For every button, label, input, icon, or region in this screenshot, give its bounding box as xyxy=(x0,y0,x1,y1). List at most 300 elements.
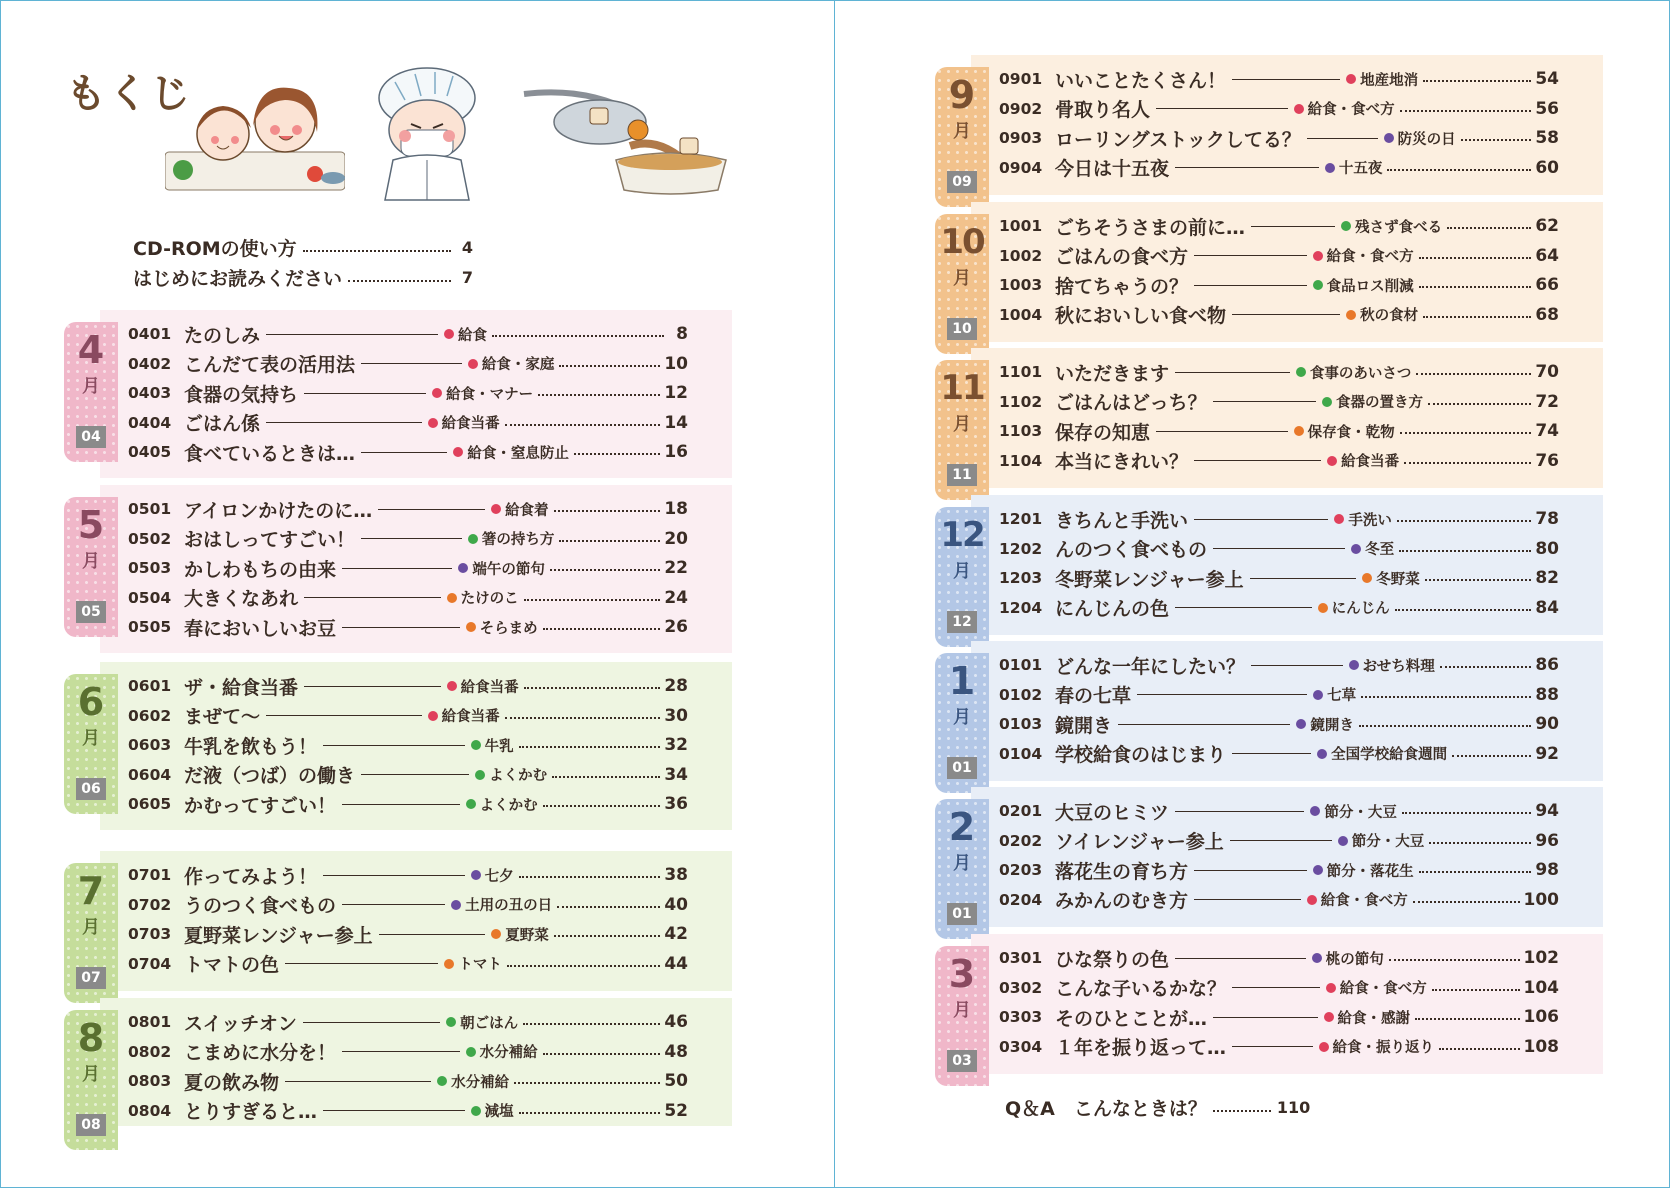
month-code-badge: 01 xyxy=(947,903,977,925)
entry-page: 102 xyxy=(1523,948,1560,968)
toc-entry[interactable] xyxy=(999,212,1559,240)
month-tab[interactable] xyxy=(935,360,989,500)
title-rule xyxy=(1194,870,1307,871)
entry-topic: 給食着 xyxy=(505,502,549,519)
entry-topic: 給食・窒息防止 xyxy=(467,445,569,462)
entry-topic: 手洗い xyxy=(1348,512,1392,529)
toc-entry[interactable] xyxy=(999,740,1559,768)
entry-topic: 給食当番 xyxy=(460,679,519,696)
entry-topic: 朝ごはん xyxy=(460,1015,519,1032)
topic-dot-icon xyxy=(491,929,501,939)
title-rule xyxy=(323,745,465,746)
topic-dot-icon xyxy=(447,593,457,603)
children-cooking-illustration xyxy=(165,82,345,192)
topic-dot-icon xyxy=(437,1076,447,1086)
month-number: 1 xyxy=(948,659,976,703)
title-rule xyxy=(266,334,438,335)
month-tab[interactable] xyxy=(935,214,989,354)
title-rule xyxy=(266,715,422,716)
entry-title: 春の七草 xyxy=(1055,685,1132,708)
entry-code: 0403 xyxy=(128,384,172,403)
leader-dots xyxy=(1419,257,1532,259)
topic-dot-icon xyxy=(1296,719,1306,729)
entry-code: 0402 xyxy=(128,354,172,373)
leader-dots xyxy=(505,424,661,426)
month-code-badge: 09 xyxy=(947,171,977,193)
leader-dots xyxy=(519,876,661,878)
leader-dots xyxy=(1461,139,1532,141)
topic-dot-icon xyxy=(1294,104,1304,114)
month-tab[interactable] xyxy=(935,507,989,647)
entry-title: まぜて〜 xyxy=(184,706,261,729)
entry-title: おはしってすごい！ xyxy=(184,529,356,552)
entry-title: たのしみ xyxy=(184,324,261,347)
entry-code: 0601 xyxy=(128,677,172,695)
toc-entry[interactable] xyxy=(999,1033,1559,1061)
entry-code: 0302 xyxy=(999,978,1043,997)
topic-dot-icon xyxy=(1341,221,1351,231)
entry-topic: 水分補給 xyxy=(451,1074,510,1091)
month-tab[interactable] xyxy=(935,799,989,939)
title-rule xyxy=(361,452,447,453)
entry-page: 34 xyxy=(664,764,688,785)
toc-entry[interactable] xyxy=(128,672,688,700)
entry-code: 1202 xyxy=(999,539,1043,558)
entry-code: 0901 xyxy=(999,70,1043,88)
entry-title: こんな子いるかな？ xyxy=(1055,978,1227,1001)
entry-topic: 冬野菜 xyxy=(1376,571,1420,588)
title-rule xyxy=(1230,840,1332,841)
topic-dot-icon xyxy=(466,622,476,632)
entry-page: 40 xyxy=(664,894,688,915)
entry-topic: 土用の丑の日 xyxy=(465,898,553,915)
toc-entry[interactable] xyxy=(128,702,688,730)
entry-title: トマトの色 xyxy=(184,954,280,977)
entry-topic: 給食・食べ方 xyxy=(1326,249,1414,266)
title-rule xyxy=(1251,226,1335,227)
entry-page: 28 xyxy=(664,676,688,696)
toc-entry[interactable] xyxy=(999,564,1559,592)
entry-code: 0502 xyxy=(128,529,172,548)
entry-page: 68 xyxy=(1535,304,1559,325)
month-code-badge: 06 xyxy=(76,778,106,800)
entry-code: 0703 xyxy=(128,925,172,944)
toc-entry[interactable] xyxy=(999,886,1559,914)
entry-topic: 給食・食べ方 xyxy=(1320,893,1408,910)
entry-code: 1001 xyxy=(999,217,1043,235)
month-number: 3 xyxy=(948,952,976,996)
month-unit: 月 xyxy=(82,1064,100,1085)
entry-topic: おせち料理 xyxy=(1362,658,1435,675)
leader-dots xyxy=(1416,373,1531,375)
topic-dot-icon xyxy=(1326,983,1336,993)
toc-entry[interactable] xyxy=(128,525,688,553)
leader-dots xyxy=(550,569,660,571)
toc-entry[interactable] xyxy=(128,761,688,789)
entry-topic: 食事のあいさつ xyxy=(1309,365,1412,382)
entry-page: 86 xyxy=(1535,655,1560,675)
topic-dot-icon xyxy=(444,959,454,969)
month-code-badge: 04 xyxy=(76,426,106,448)
entry-code: 0504 xyxy=(128,588,172,607)
leader-dots xyxy=(1447,227,1531,229)
title-rule xyxy=(342,568,452,569)
month-number: 12 xyxy=(940,515,984,555)
title-rule xyxy=(1250,578,1357,579)
title-rule xyxy=(1175,607,1312,608)
toc-entry[interactable] xyxy=(999,65,1559,93)
page-title: もくじ xyxy=(66,71,192,117)
leader-dots xyxy=(1415,1018,1520,1020)
topic-dot-icon xyxy=(1318,603,1328,613)
toc-entry[interactable] xyxy=(999,1003,1559,1031)
leader-dots xyxy=(543,628,661,630)
leader-dots xyxy=(554,935,661,937)
toc-entry[interactable] xyxy=(999,856,1559,884)
entry-page: 90 xyxy=(1535,714,1559,735)
toc-entry[interactable] xyxy=(999,944,1559,972)
entry-code: 0804 xyxy=(128,1101,172,1120)
entry-page: 10 xyxy=(664,353,688,374)
topic-dot-icon xyxy=(1296,367,1306,377)
month-section-11 xyxy=(935,348,1603,488)
entry-topic: 給食・マナー xyxy=(446,386,534,403)
entry-page: 48 xyxy=(664,1041,688,1062)
intro-item-page: 7 xyxy=(461,267,473,287)
toc-entry[interactable] xyxy=(128,731,688,759)
entry-title: ローリングストックしてる？ xyxy=(1055,128,1301,151)
topic-dot-icon xyxy=(466,1047,476,1057)
entry-topic: よくかむ xyxy=(479,797,538,814)
leader-dots xyxy=(1419,871,1532,873)
topic-dot-icon xyxy=(1307,895,1317,905)
month-tab[interactable] xyxy=(64,863,118,1003)
entry-topic: 残さず食べる xyxy=(1355,219,1443,236)
entry-title: 食器の気持ち xyxy=(184,383,299,406)
toc-entry[interactable] xyxy=(999,358,1559,386)
month-section-6 xyxy=(64,662,732,830)
title-rule xyxy=(1194,519,1328,520)
toc-entry[interactable] xyxy=(128,790,688,818)
entry-title: 夏野菜レンジャー参上 xyxy=(184,924,373,947)
leader-dots xyxy=(1425,579,1532,581)
entry-page: 66 xyxy=(1535,275,1559,296)
entry-title: ごちそうさまの前に… xyxy=(1055,216,1246,239)
title-rule xyxy=(1194,285,1307,286)
title-rule xyxy=(323,1110,465,1111)
leader-dots xyxy=(559,365,660,367)
topic-dot-icon xyxy=(1346,310,1356,320)
toc-entry[interactable] xyxy=(128,495,688,523)
intro-item-label: CD-ROMの使い方 xyxy=(133,237,297,260)
topic-dot-icon xyxy=(451,900,461,910)
entry-page: 76 xyxy=(1535,450,1559,471)
title-rule xyxy=(342,904,445,905)
leader-dots xyxy=(505,717,661,719)
entry-page: 64 xyxy=(1535,245,1559,266)
title-rule xyxy=(1137,694,1307,695)
leader-dots xyxy=(574,453,660,455)
entry-code: 0602 xyxy=(128,706,172,725)
title-rule xyxy=(1232,987,1320,988)
title-rule xyxy=(1307,138,1378,139)
entry-page: 36 xyxy=(664,794,688,815)
month-section-9 xyxy=(935,55,1603,195)
entry-topic: 箸の持ち方 xyxy=(481,532,555,549)
leader-dots xyxy=(1387,169,1531,171)
entry-topic: 夏野菜 xyxy=(505,927,549,944)
topic-dot-icon xyxy=(1327,456,1337,466)
entry-page: 78 xyxy=(1535,509,1559,529)
toc-entry[interactable] xyxy=(128,379,688,407)
toc-entry[interactable] xyxy=(128,584,688,612)
entry-title: 骨取り名人 xyxy=(1055,99,1151,122)
leader-dots xyxy=(1413,901,1520,903)
entry-page: 42 xyxy=(664,924,688,945)
title-rule xyxy=(304,393,426,394)
month-unit: 月 xyxy=(953,268,971,289)
entry-code: 0103 xyxy=(999,715,1043,734)
entry-code: 1101 xyxy=(999,363,1043,381)
toc-entry[interactable] xyxy=(999,95,1559,123)
title-rule xyxy=(379,934,486,935)
title-rule xyxy=(342,804,460,805)
topic-dot-icon xyxy=(1338,836,1348,846)
topic-dot-icon xyxy=(1310,806,1320,816)
topic-dot-icon xyxy=(1346,74,1356,84)
toc-entry[interactable] xyxy=(128,950,688,978)
entry-code: 0202 xyxy=(999,831,1043,850)
entry-page: 106 xyxy=(1523,1007,1560,1028)
entry-topic: 節分・大豆 xyxy=(1324,804,1397,821)
leader-dots xyxy=(303,250,451,252)
month-number: 7 xyxy=(77,869,105,913)
toc-entry[interactable] xyxy=(999,974,1559,1002)
entry-topic: 給食当番 xyxy=(441,416,500,433)
month-number: 10 xyxy=(940,222,984,262)
entry-code: 0303 xyxy=(999,1008,1043,1027)
entry-title: いいことたくさん！ xyxy=(1055,69,1227,92)
entry-topic: 保存食・乾物 xyxy=(1307,424,1395,441)
month-unit: 月 xyxy=(953,1000,971,1021)
leader-dots xyxy=(507,965,660,967)
leader-dots xyxy=(514,1082,660,1084)
intro-item[interactable] xyxy=(133,262,473,292)
entry-page: 60 xyxy=(1535,157,1559,178)
entry-title: ごはんの食べ方 xyxy=(1055,246,1189,269)
month-tab[interactable] xyxy=(64,497,118,637)
entry-topic: 給食当番 xyxy=(441,709,500,726)
entry-code: 0404 xyxy=(128,413,172,432)
month-tab[interactable] xyxy=(935,946,989,1086)
month-number: 5 xyxy=(77,503,105,547)
entry-title: どんな一年にしたい？ xyxy=(1055,655,1246,678)
entry-page: 20 xyxy=(664,528,688,549)
entry-code: 1204 xyxy=(999,598,1043,617)
entry-title: とりすぎると… xyxy=(184,1101,318,1124)
title-rule xyxy=(1213,401,1316,402)
toc-entry[interactable] xyxy=(999,594,1559,622)
toc-entry[interactable] xyxy=(999,797,1559,825)
leader-dots xyxy=(1423,80,1531,82)
month-tab[interactable] xyxy=(935,67,989,207)
entry-code: 0603 xyxy=(128,736,172,755)
entry-page: 100 xyxy=(1523,889,1560,910)
entry-code: 0505 xyxy=(128,618,172,637)
entry-code: 0301 xyxy=(999,949,1043,967)
toc-entry[interactable] xyxy=(999,681,1559,709)
entry-topic: 給食・家庭 xyxy=(481,357,555,374)
entry-title: うのつく食べもの xyxy=(184,895,337,918)
topic-dot-icon xyxy=(1334,514,1344,524)
entry-page: 14 xyxy=(664,412,688,433)
entry-title: アイロンかけたのに… xyxy=(184,499,373,522)
month-number: 11 xyxy=(940,368,984,408)
title-rule xyxy=(1118,724,1290,725)
entry-title: 秋においしい食べ物 xyxy=(1055,305,1227,328)
month-number: 2 xyxy=(948,805,976,849)
entry-code: 0701 xyxy=(128,866,172,884)
leader-dots xyxy=(554,510,661,512)
leader-dots xyxy=(1440,666,1532,668)
month-code-badge: 03 xyxy=(947,1050,977,1072)
entry-code: 1103 xyxy=(999,422,1043,441)
title-rule xyxy=(361,363,462,364)
month-tab[interactable] xyxy=(64,322,118,462)
topic-dot-icon xyxy=(428,711,438,721)
entry-topic: 秋の食材 xyxy=(1360,308,1419,325)
toc-entry[interactable] xyxy=(128,409,688,437)
toc-entry[interactable] xyxy=(128,891,688,919)
toc-entry[interactable] xyxy=(128,554,688,582)
topic-dot-icon xyxy=(1294,426,1304,436)
toc-entry[interactable] xyxy=(999,271,1559,299)
entry-page: 94 xyxy=(1535,801,1559,821)
leader-dots xyxy=(557,906,660,908)
entry-code: 1104 xyxy=(999,451,1043,470)
month-section-2 xyxy=(935,787,1603,927)
intro-item[interactable] xyxy=(133,232,473,262)
month-tab[interactable] xyxy=(64,1010,118,1150)
entry-topic: 水分補給 xyxy=(479,1045,538,1062)
title-rule xyxy=(304,686,441,687)
toc-entry[interactable] xyxy=(999,447,1559,475)
entry-page: 82 xyxy=(1535,568,1559,589)
toc-entry[interactable] xyxy=(128,438,688,466)
entry-topic: 地産地消 xyxy=(1360,72,1419,89)
entry-page: 56 xyxy=(1535,98,1559,119)
toc-entry[interactable] xyxy=(999,710,1559,738)
topic-dot-icon xyxy=(432,388,442,398)
leader-dots xyxy=(1213,1110,1271,1112)
toc-entry[interactable] xyxy=(999,301,1559,329)
toc-entry[interactable] xyxy=(999,388,1559,416)
title-rule xyxy=(1194,899,1301,900)
entry-title: こまめに水分を！ xyxy=(184,1042,337,1065)
toc-entry[interactable] xyxy=(128,320,688,348)
entry-code: 0802 xyxy=(128,1042,172,1061)
toc-entry[interactable] xyxy=(999,242,1559,270)
topic-dot-icon xyxy=(444,329,454,339)
entry-title: そのひとことが… xyxy=(1055,1007,1208,1030)
entry-topic: 全国学校給食週間 xyxy=(1331,747,1448,764)
entry-page: 24 xyxy=(664,587,688,608)
toc-entry[interactable] xyxy=(128,613,688,641)
toc-entry[interactable] xyxy=(999,651,1559,679)
toc-entry[interactable] xyxy=(128,920,688,948)
title-rule xyxy=(378,509,485,510)
intro-item-label: はじめにお読みください xyxy=(133,267,343,290)
toc-entry[interactable] xyxy=(999,827,1559,855)
leader-dots xyxy=(492,335,664,337)
entry-code: 1002 xyxy=(999,246,1043,265)
leader-dots xyxy=(1400,432,1532,434)
entry-topic: 節分・落花生 xyxy=(1326,863,1414,880)
title-rule xyxy=(1232,314,1340,315)
title-rule xyxy=(1251,665,1343,666)
leader-dots xyxy=(1428,403,1531,405)
entry-page: 62 xyxy=(1535,216,1559,236)
month-section-4 xyxy=(64,310,732,478)
toc-entry[interactable] xyxy=(128,1008,688,1036)
entry-page: 50 xyxy=(664,1071,688,1092)
topic-dot-icon xyxy=(1349,660,1359,670)
month-unit: 月 xyxy=(82,376,100,397)
title-rule xyxy=(1156,108,1288,109)
month-number: 4 xyxy=(77,328,105,372)
entry-code: 0104 xyxy=(999,744,1043,763)
toc-entry[interactable] xyxy=(999,505,1559,533)
topic-dot-icon xyxy=(491,504,501,514)
toc-entry[interactable] xyxy=(999,535,1559,563)
title-rule xyxy=(1175,811,1304,812)
leader-dots xyxy=(1423,316,1531,318)
topic-dot-icon xyxy=(446,1017,456,1027)
toc-entry[interactable] xyxy=(999,417,1559,445)
entry-topic: たけのこ xyxy=(460,591,519,608)
entry-page: 26 xyxy=(664,617,688,638)
entry-topic: 節分・大豆 xyxy=(1351,834,1425,851)
entry-topic: 七草 xyxy=(1327,688,1357,705)
month-unit: 月 xyxy=(82,728,100,749)
toc-entry[interactable] xyxy=(128,861,688,889)
month-code-badge: 12 xyxy=(947,611,977,633)
month-section-12 xyxy=(935,495,1603,635)
title-rule xyxy=(323,875,465,876)
leader-dots xyxy=(1419,286,1532,288)
month-tab[interactable] xyxy=(935,653,989,793)
entry-title: ザ・給食当番 xyxy=(184,676,299,699)
entry-topic: 給食・振り返り xyxy=(1332,1040,1435,1057)
toc-entry[interactable] xyxy=(128,1067,688,1095)
toc-entry[interactable] xyxy=(128,1038,688,1066)
toc-entry[interactable] xyxy=(999,124,1559,152)
month-tab[interactable] xyxy=(64,674,118,814)
toc-entry[interactable] xyxy=(128,1097,688,1125)
leader-dots xyxy=(524,687,661,689)
entry-page: 72 xyxy=(1535,391,1560,412)
leader-dots xyxy=(1452,755,1531,757)
leader-dots xyxy=(523,1023,660,1025)
entry-topic: トマト xyxy=(458,957,502,974)
entry-page: 32 xyxy=(664,735,688,756)
entry-page: 98 xyxy=(1535,860,1559,881)
topic-dot-icon xyxy=(453,447,463,457)
qa-link[interactable] xyxy=(1005,1092,1311,1122)
toc-entry[interactable] xyxy=(999,154,1559,182)
month-code-badge: 10 xyxy=(947,318,977,340)
toc-entry[interactable] xyxy=(128,350,688,378)
